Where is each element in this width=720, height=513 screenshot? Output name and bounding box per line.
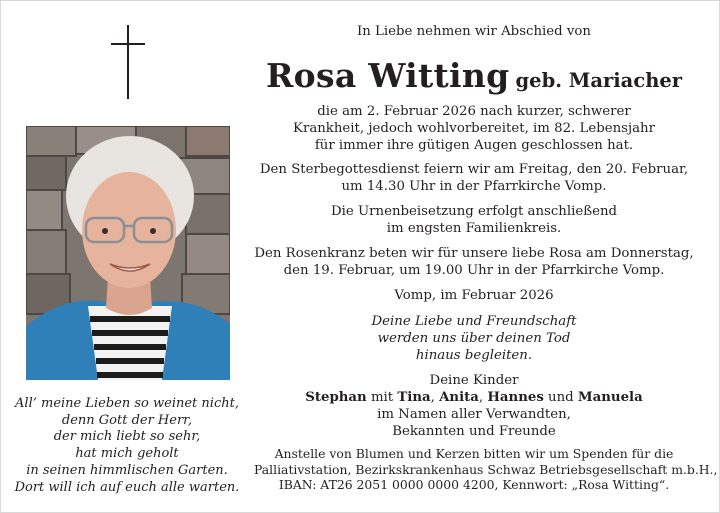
quote	[254, 313, 694, 364]
text-line: Den Sterbegottesdienst feiern wir am Freitag, den 20. Februar,	[259, 162, 689, 177]
text-line: Die Urnenbeisetzung erfolgt anschließend	[330, 204, 618, 219]
text-line: im Namen aller Verwandten,	[377, 407, 571, 422]
text-line: Anstelle von Blumen und Kerzen bitten wir um Spenden für die	[274, 446, 674, 461]
donation-note	[254, 446, 718, 493]
text-line: die am 2. Februar 2026 nach kurzer, schwerer	[317, 104, 631, 119]
text-line: Krankheit, jedoch wohlvorbereitet, im 82. Lebensjahr	[293, 121, 655, 136]
poem-line: hat mich geholt	[75, 446, 179, 462]
family-signature	[254, 372, 694, 440]
intro-line: In Liebe nehmen wir Abschied von	[357, 24, 591, 39]
text-line: für immer ihre gütigen Augen geschlossen hat.	[314, 138, 634, 153]
poem-line: denn Gott der Herr,	[61, 412, 193, 428]
maiden-name: geb. Mariacher	[515, 69, 683, 92]
quote-line: werden uns über deinen Tod	[377, 331, 571, 346]
family-names	[254, 389, 694, 406]
family-name: Stephan	[305, 390, 367, 405]
text-line: Den Rosenkranz beten wir für unsere liebe Rosa am Donnerstag,	[254, 246, 694, 261]
family-name: Hannes	[487, 390, 544, 405]
text-line: den 19. Februar, um 19.00 Uhr in der Pfarrkirche Vomp.	[283, 263, 665, 278]
family-name: Manuela	[577, 390, 643, 405]
quote-line: Deine Liebe und Freundschaft	[371, 314, 577, 329]
cross-horizontal-bar	[111, 43, 145, 45]
rosary-paragraph	[254, 245, 694, 279]
family-name: Anita	[439, 390, 479, 405]
connector-text: mit	[366, 390, 398, 405]
poem-line: der mich liebt so sehr,	[53, 429, 201, 445]
text-line: im engsten Familienkreis.	[386, 221, 562, 236]
connector-text: und	[543, 390, 578, 405]
place-date	[254, 287, 694, 304]
text-line: Bekannten und Freunde	[392, 424, 556, 439]
latin-cross-icon	[111, 25, 145, 99]
poem-line: All’ meine Lieben so weinet nicht,	[15, 396, 239, 411]
text-line: um 14.30 Uhr in der Pfarrkirche Vomp.	[341, 179, 607, 194]
intro-text	[254, 23, 694, 40]
family-name: Tina	[397, 390, 431, 405]
family-heading: Deine Kinder	[429, 373, 519, 388]
deceased-name	[254, 54, 694, 106]
poem-line: Dort will ich auf euch alle warten.	[14, 479, 240, 495]
death-paragraph	[254, 103, 694, 154]
mass-paragraph	[254, 161, 694, 195]
poem-line: in seinen himmlischen Garten.	[26, 462, 228, 478]
connector-text: ,	[430, 390, 440, 405]
portrait-photo	[26, 126, 230, 380]
text-line: Vomp, im Februar 2026	[394, 288, 554, 303]
urn-paragraph	[254, 203, 694, 237]
connector-text: ,	[478, 390, 488, 405]
text-line: Palliativstation, Bezirkskrankenhaus Schwaz Betriebsgesellschaft m.b.H.,	[254, 461, 718, 477]
cross-vertical-bar	[127, 25, 129, 99]
poem	[8, 396, 246, 496]
name-text: Rosa Witting	[265, 56, 510, 95]
quote-line: hinaus begleiten.	[415, 348, 533, 363]
text-line: IBAN: AT26 2051 0000 0000 4200, Kennwort: „Rosa Witting“.	[278, 477, 670, 492]
